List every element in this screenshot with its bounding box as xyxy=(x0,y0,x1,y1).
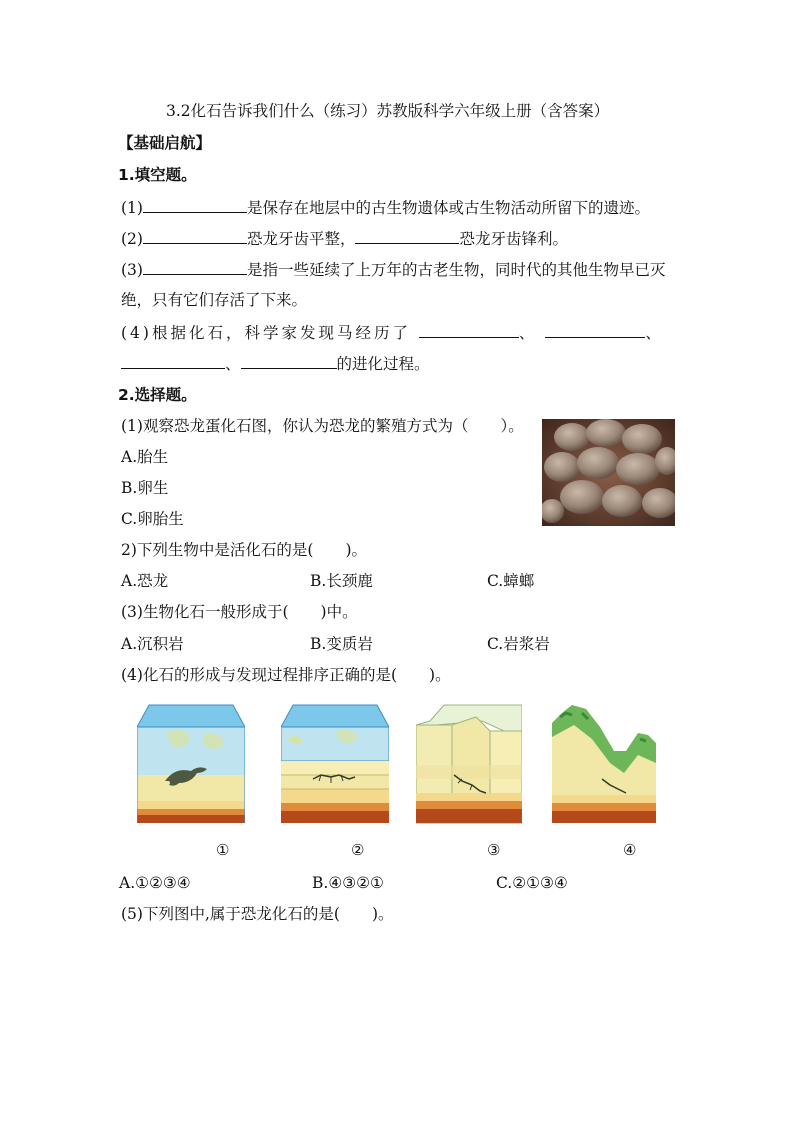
fossil-stage-2-figure xyxy=(281,703,389,825)
option-b: B.卵生 xyxy=(121,479,169,497)
q2-item-1-stem xyxy=(121,415,524,437)
option-a: A.沉积岩 xyxy=(121,635,184,653)
q1-heading: 1.填空题。 xyxy=(118,166,197,184)
fossil-stage-4-figure xyxy=(552,703,656,825)
q1-item-3 xyxy=(121,258,665,281)
option-b: B.变质岩 xyxy=(310,635,373,653)
option-a: A.胎生 xyxy=(121,448,169,466)
item-text: 根据化石，科学家发现马经历了 xyxy=(151,324,411,342)
q1-item-4-cont xyxy=(121,352,430,375)
stem-text: )。 xyxy=(429,666,451,684)
q1-item-2 xyxy=(121,227,568,250)
q2-item-4-stem xyxy=(121,664,451,686)
stem-text: 2)下列生物中是活化石的是( xyxy=(121,541,314,559)
answer-blank[interactable] xyxy=(241,352,337,369)
item-number: (1) xyxy=(121,199,143,217)
q1-item-4 xyxy=(121,321,664,344)
stem-text: )中。 xyxy=(320,603,358,621)
page-title: 3.2化石告诉我们什么（练习）苏教版科学六年级上册（含答案） xyxy=(166,102,610,120)
item-text: 恐龙牙齿锋利。 xyxy=(459,230,568,248)
item-text: 的进化过程。 xyxy=(336,355,430,373)
answer-blank[interactable] xyxy=(143,227,247,244)
figure-label-3: ③ xyxy=(487,841,501,859)
answer-blank[interactable] xyxy=(419,321,519,338)
stem-text: (4)化石的形成与发现过程排序正确的是( xyxy=(121,666,398,684)
separator: 、 xyxy=(225,355,241,373)
item-text: 是指一些延续了上万年的古老生物，同时代的其他生物早已灭 xyxy=(246,261,666,279)
item-text: 恐龙牙齿平整， xyxy=(246,230,356,248)
figure-label-1: ① xyxy=(216,841,230,859)
q2-heading: 2.选择题。 xyxy=(118,386,197,404)
option-b: B.④③②① xyxy=(312,874,384,892)
fossil-stage-1-figure xyxy=(137,703,245,825)
stem-text: (5)下列图中,属于恐龙化石的是( xyxy=(121,905,340,923)
option-c: C.②①③④ xyxy=(496,874,568,892)
fossil-stage-3-figure xyxy=(416,703,522,825)
answer-blank[interactable] xyxy=(143,196,247,213)
q1-item-3-cont: 绝，只有它们存活了下来。 xyxy=(121,291,308,309)
q2-item-5-stem xyxy=(121,903,394,925)
item-number: (4) xyxy=(121,324,152,342)
answer-blank[interactable] xyxy=(355,227,459,244)
option-c: C.岩浆岩 xyxy=(487,635,550,653)
item-number: (2) xyxy=(121,230,143,248)
option-a: A.恐龙 xyxy=(121,572,169,590)
separator: 、 xyxy=(645,324,664,342)
answer-blank[interactable] xyxy=(121,352,225,369)
stem-text: ）。 xyxy=(500,417,524,435)
option-b: B.长颈鹿 xyxy=(310,572,373,590)
option-a: A.①②③④ xyxy=(119,874,191,892)
stem-text: )。 xyxy=(345,541,368,559)
separator: 、 xyxy=(518,324,538,342)
option-c: C.蟑螂 xyxy=(487,572,535,590)
q1-item-1 xyxy=(121,196,650,219)
section-heading: 【基础启航】 xyxy=(118,134,212,152)
figure-label-4: ④ xyxy=(623,841,637,859)
option-c: C.卵胎生 xyxy=(121,510,184,528)
figure-label-2: ② xyxy=(351,841,365,859)
stem-text: (3)生物化石一般形成于( xyxy=(121,603,289,621)
answer-blank[interactable] xyxy=(545,321,645,338)
item-text: 是保存在地层中的古生物遗体或古生物活动所留下的遗迹。 xyxy=(246,199,650,217)
answer-blank[interactable] xyxy=(143,258,247,275)
q2-item-3-stem xyxy=(121,601,358,623)
item-number: (3) xyxy=(121,261,143,279)
q2-item-2-stem xyxy=(121,539,367,561)
stem-text: )。 xyxy=(371,905,394,923)
dinosaur-egg-fossil-photo xyxy=(542,419,675,526)
stem-text: (1)观察恐龙蛋化石图，你认为恐龙的繁殖方式为（ xyxy=(121,417,469,435)
